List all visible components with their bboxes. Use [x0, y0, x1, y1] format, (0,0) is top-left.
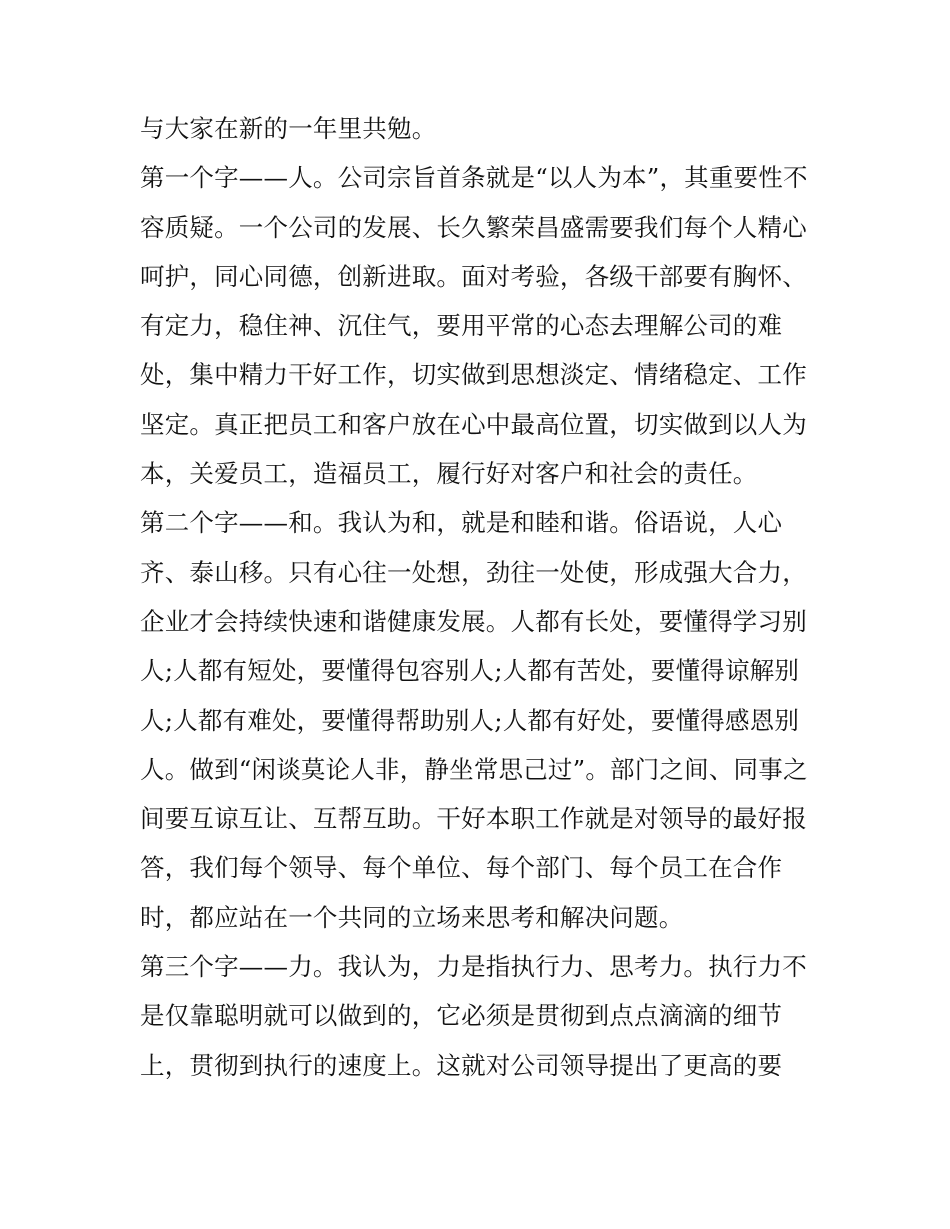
- text-line: 呵护，同心同德，创新进取。面对考验，各级干部要有胸怀、: [140, 261, 807, 291]
- text-line: 坚定。真正把员工和客户放在心中最高位置，切实做到以人为: [140, 409, 807, 439]
- text-line: 处，集中精力干好工作，切实做到思想淡定、情绪稳定、工作: [140, 360, 807, 390]
- text-line: 第二个字——和。我认为和，就是和睦和谐。俗语说，人心: [140, 508, 783, 538]
- text-line: 人;人都有短处，要懂得包容别人;人都有苦处，要懂得谅解别: [140, 656, 800, 686]
- text-line: 答，我们每个领导、每个单位、每个部门、每个员工在合作: [140, 853, 783, 883]
- text-line: 企业才会持续快速和谐健康发展。人都有长处，要懂得学习别: [140, 606, 807, 636]
- text-line: 时，都应站在一个共同的立场来思考和解决问题。: [140, 902, 684, 932]
- text-line: 是仅靠聪明就可以做到的，它必须是贯彻到点点滴滴的细节: [140, 1001, 783, 1031]
- text-line: 本，关爱员工，造福员工，履行好对客户和社会的责任。: [140, 459, 758, 489]
- text-line: 与大家在新的一年里共勉。: [140, 114, 437, 143]
- text-line: 齐、泰山移。只有心往一处想，劲往一处使，形成强大合力，: [140, 557, 807, 587]
- text-line: 人。做到“闲谈莫论人非，静坐常思己过”。部门之间、同事之: [140, 754, 808, 784]
- text-line: 容质疑。一个公司的发展、长久繁荣昌盛需要我们每个人精心: [140, 212, 807, 242]
- text-line: 上，贯彻到执行的速度上。这就对公司领导提出了更高的要: [140, 1050, 783, 1080]
- text-line: 第三个字——力。我认为，力是指执行力、思考力。执行力不: [140, 952, 807, 982]
- text-line: 间要互谅互让、互帮互助。干好本职工作就是对领导的最好报: [140, 804, 807, 834]
- text-line: 有定力，稳住神、沉住气，要用平常的心态去理解公司的难: [140, 311, 783, 341]
- text-line: 人;人都有难处，要懂得帮助别人;人都有好处，要懂得感恩别: [140, 705, 800, 735]
- body-text: [140, 104, 812, 1090]
- text-line: 第一个字——人。公司宗旨首条就是“以人为本”，其重要性不: [140, 163, 808, 193]
